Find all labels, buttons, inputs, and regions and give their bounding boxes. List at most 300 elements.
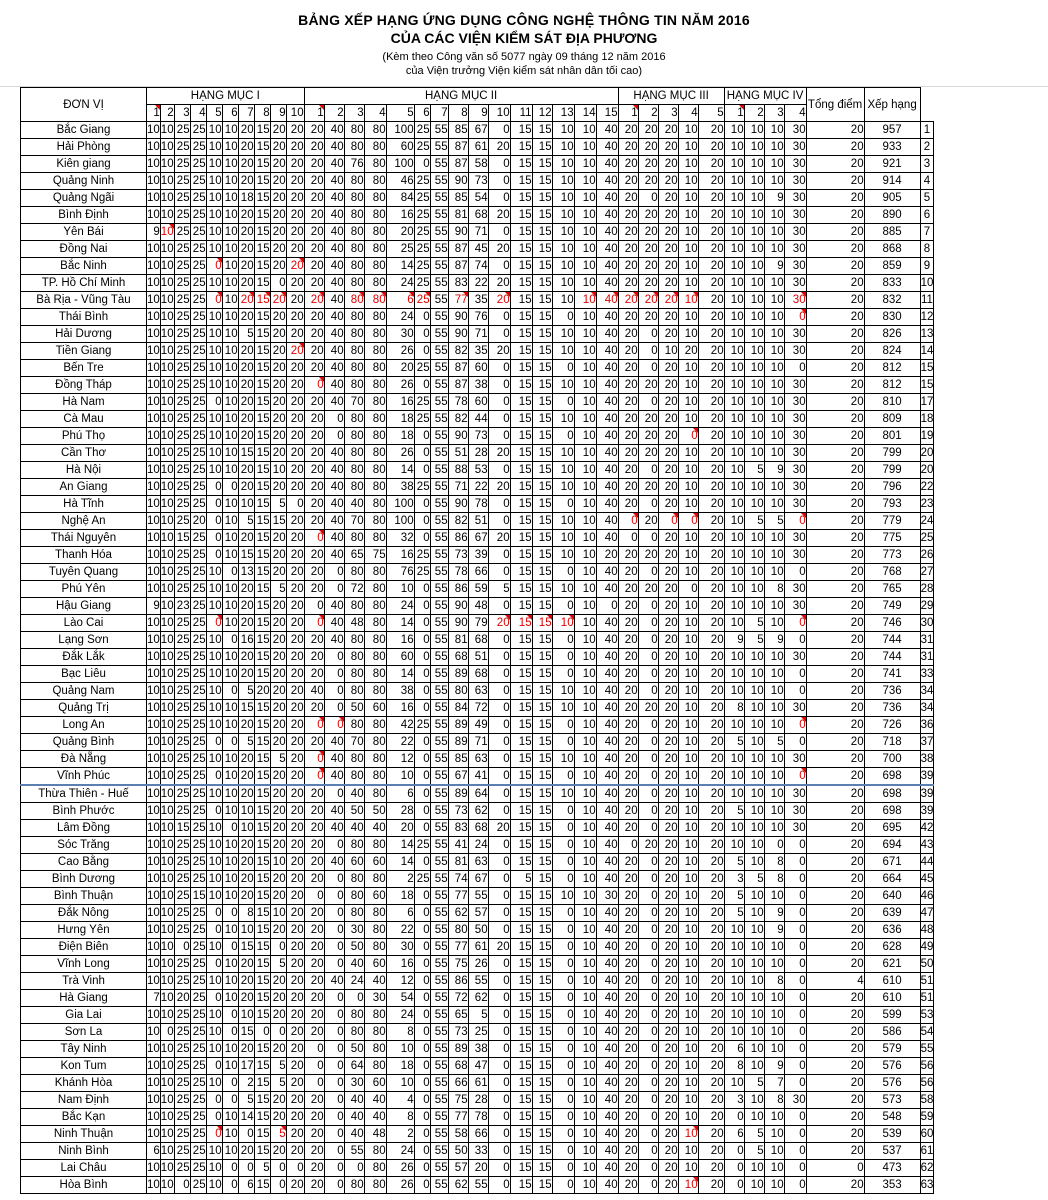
score-cell: 20 bbox=[286, 547, 304, 564]
score-cell: 0 bbox=[552, 1126, 574, 1143]
score-cell: 20 bbox=[806, 1075, 864, 1092]
score-cell: 40 bbox=[596, 1024, 618, 1041]
score-cell: 5 bbox=[270, 496, 286, 513]
score-cell: 15 bbox=[510, 411, 532, 428]
score-cell: 6 bbox=[724, 1041, 744, 1058]
subcolumn-header: 3 bbox=[658, 105, 678, 122]
score-cell: 41 bbox=[468, 768, 488, 786]
score-cell: 25 bbox=[174, 445, 190, 462]
score-cell: 30 bbox=[784, 785, 806, 803]
score-cell: 80 bbox=[364, 479, 386, 496]
score-cell: 20 bbox=[806, 751, 864, 768]
score-cell: 20 bbox=[304, 973, 324, 990]
score-cell: 40 bbox=[596, 564, 618, 581]
score-cell: 25 bbox=[190, 122, 206, 139]
score-cell: 15 bbox=[254, 309, 270, 326]
score-cell: 10 bbox=[222, 785, 238, 803]
score-cell: 51 bbox=[448, 445, 468, 462]
score-cell: 40 bbox=[596, 922, 618, 939]
score-cell: 20 bbox=[658, 1126, 678, 1143]
score-cell: 26 bbox=[386, 1160, 414, 1177]
score-cell: 80 bbox=[344, 632, 364, 649]
score-cell: 20 bbox=[806, 513, 864, 530]
score-cell: 0 bbox=[414, 1007, 430, 1024]
score-cell: 5 bbox=[238, 513, 254, 530]
score-cell: 20 bbox=[618, 1041, 638, 1058]
score-cell: 71 bbox=[468, 326, 488, 343]
score-cell: 80 bbox=[364, 905, 386, 922]
score-cell: 10 bbox=[678, 564, 698, 581]
score-cell: 25 bbox=[174, 1143, 190, 1160]
score-cell: 0 bbox=[324, 837, 344, 854]
score-cell: 10 bbox=[160, 1007, 174, 1024]
score-cell: 20 bbox=[286, 632, 304, 649]
score-cell: 20 bbox=[658, 122, 678, 139]
score-cell: 25 bbox=[174, 683, 190, 700]
score-cell: 20 bbox=[698, 360, 724, 377]
score-cell: 15 bbox=[254, 479, 270, 496]
score-cell: 0 bbox=[324, 564, 344, 581]
score-cell: 0 bbox=[638, 854, 658, 871]
score-cell: 20 bbox=[304, 241, 324, 258]
score-cell: 10 bbox=[552, 462, 574, 479]
score-cell: 20 bbox=[270, 530, 286, 547]
score-cell: 0 bbox=[206, 734, 222, 751]
score-cell: 24 bbox=[386, 1143, 414, 1160]
score-cell: 10 bbox=[744, 700, 764, 717]
score-cell: 18 bbox=[386, 888, 414, 905]
score-cell: 10 bbox=[744, 411, 764, 428]
score-cell: 20 bbox=[658, 1024, 678, 1041]
score-cell: 0 bbox=[488, 394, 510, 411]
score-cell: 0 bbox=[784, 683, 806, 700]
score-cell: 0 bbox=[552, 956, 574, 973]
score-cell: 55 bbox=[430, 360, 448, 377]
rank-value: 29 bbox=[920, 598, 934, 615]
score-cell: 20 bbox=[304, 1126, 324, 1143]
score-cell: 50 bbox=[344, 803, 364, 820]
score-cell: 15 bbox=[510, 1075, 532, 1092]
score-cell: 20 bbox=[698, 717, 724, 734]
score-cell: 55 bbox=[430, 1109, 448, 1126]
table-row bbox=[21, 820, 934, 837]
score-cell: 0 bbox=[488, 1058, 510, 1075]
score-cell: 0 bbox=[324, 785, 344, 803]
score-cell: 40 bbox=[324, 224, 344, 241]
score-cell: 80 bbox=[344, 343, 364, 360]
score-cell: 10 bbox=[147, 411, 161, 428]
score-cell: 25 bbox=[190, 803, 206, 820]
score-cell: 10 bbox=[724, 139, 744, 156]
score-cell: 10 bbox=[764, 343, 784, 360]
score-cell: 25 bbox=[190, 717, 206, 734]
score-cell: 80 bbox=[364, 139, 386, 156]
score-cell: 55 bbox=[430, 1160, 448, 1177]
score-cell: 10 bbox=[206, 1007, 222, 1024]
score-cell: 20 bbox=[286, 139, 304, 156]
score-cell: 60 bbox=[364, 1075, 386, 1092]
score-cell: 79 bbox=[468, 615, 488, 632]
score-cell: 76 bbox=[386, 564, 414, 581]
score-cell: 25 bbox=[386, 241, 414, 258]
score-cell: 80 bbox=[344, 649, 364, 666]
score-cell: 40 bbox=[596, 905, 618, 922]
score-cell: 20 bbox=[638, 139, 658, 156]
score-cell: 25 bbox=[174, 156, 190, 173]
score-cell: 10 bbox=[222, 598, 238, 615]
score-cell: 25 bbox=[190, 496, 206, 513]
score-cell: 15 bbox=[532, 156, 552, 173]
score-cell: 20 bbox=[618, 1126, 638, 1143]
score-cell: 0 bbox=[414, 820, 430, 837]
score-cell: 15 bbox=[510, 241, 532, 258]
rank-value: 60 bbox=[920, 1126, 934, 1143]
score-cell: 10 bbox=[764, 820, 784, 837]
rank-value: 25 bbox=[920, 530, 934, 547]
score-cell: 20 bbox=[286, 224, 304, 241]
table-row bbox=[21, 666, 934, 683]
group-header-4: HẠNG MỤC IV bbox=[724, 88, 806, 105]
score-cell: 14 bbox=[238, 1109, 254, 1126]
score-cell: 20 bbox=[698, 241, 724, 258]
score-cell: 10 bbox=[552, 615, 574, 632]
score-cell: 20 bbox=[304, 1160, 324, 1177]
score-cell: 55 bbox=[430, 1126, 448, 1143]
score-cell: 20 bbox=[286, 343, 304, 360]
total-score: 890 bbox=[864, 207, 920, 224]
score-cell: 15 bbox=[510, 751, 532, 768]
table-row bbox=[21, 241, 934, 258]
score-cell: 35 bbox=[468, 292, 488, 309]
score-cell: 10 bbox=[764, 479, 784, 496]
score-cell: 80 bbox=[364, 292, 386, 309]
score-cell: 10 bbox=[160, 394, 174, 411]
score-cell: 10 bbox=[574, 1007, 596, 1024]
score-cell: 10 bbox=[574, 939, 596, 956]
score-cell: 10 bbox=[574, 428, 596, 445]
table-row bbox=[21, 224, 934, 241]
score-cell: 0 bbox=[488, 1177, 510, 1194]
score-cell: 20 bbox=[286, 973, 304, 990]
score-cell: 20 bbox=[304, 803, 324, 820]
score-cell: 20 bbox=[806, 496, 864, 513]
score-cell: 0 bbox=[784, 1007, 806, 1024]
score-cell: 10 bbox=[764, 309, 784, 326]
score-cell: 20 bbox=[286, 888, 304, 905]
score-cell: 10 bbox=[160, 939, 174, 956]
score-cell: 10 bbox=[147, 1058, 161, 1075]
score-cell: 40 bbox=[324, 547, 344, 564]
unit-name: Đà Nẵng bbox=[21, 751, 147, 768]
score-cell: 10 bbox=[574, 820, 596, 837]
score-cell: 5 bbox=[744, 615, 764, 632]
score-cell: 0 bbox=[206, 803, 222, 820]
table-row bbox=[21, 717, 934, 734]
score-cell: 10 bbox=[574, 1143, 596, 1160]
score-cell: 0 bbox=[414, 496, 430, 513]
score-cell: 55 bbox=[430, 854, 448, 871]
score-cell: 20 bbox=[698, 871, 724, 888]
score-cell: 10 bbox=[552, 190, 574, 207]
score-cell: 25 bbox=[190, 956, 206, 973]
score-cell: 0 bbox=[488, 871, 510, 888]
score-cell: 15 bbox=[254, 1075, 270, 1092]
score-cell: 20 bbox=[286, 734, 304, 751]
rank-value: 49 bbox=[920, 939, 934, 956]
score-cell: 20 bbox=[238, 411, 254, 428]
unit-name: Quảng Ninh bbox=[21, 173, 147, 190]
table-row bbox=[21, 1177, 934, 1194]
score-cell: 15 bbox=[254, 666, 270, 683]
score-cell: 40 bbox=[324, 530, 344, 547]
score-cell: 20 bbox=[806, 939, 864, 956]
score-cell: 0 bbox=[324, 428, 344, 445]
score-cell: 10 bbox=[147, 649, 161, 666]
score-cell: 20 bbox=[806, 275, 864, 292]
score-cell: 5 bbox=[254, 1160, 270, 1177]
score-cell: 20 bbox=[238, 394, 254, 411]
score-cell: 0 bbox=[222, 1177, 238, 1194]
score-cell: 10 bbox=[724, 428, 744, 445]
score-cell: 15 bbox=[510, 1092, 532, 1109]
score-cell: 20 bbox=[658, 683, 678, 700]
score-cell: 55 bbox=[430, 956, 448, 973]
score-cell: 0 bbox=[488, 1143, 510, 1160]
score-cell: 80 bbox=[344, 224, 364, 241]
score-cell: 20 bbox=[286, 394, 304, 411]
score-cell: 25 bbox=[174, 326, 190, 343]
score-cell: 20 bbox=[806, 258, 864, 275]
total-score: 809 bbox=[864, 411, 920, 428]
score-cell: 25 bbox=[174, 615, 190, 632]
total-score: 664 bbox=[864, 871, 920, 888]
score-cell: 10 bbox=[574, 905, 596, 922]
score-cell: 10 bbox=[206, 139, 222, 156]
score-cell: 8 bbox=[764, 581, 784, 598]
score-cell: 8 bbox=[764, 871, 784, 888]
table-row bbox=[21, 734, 934, 751]
score-cell: 30 bbox=[784, 241, 806, 258]
score-cell: 40 bbox=[596, 479, 618, 496]
score-cell: 20 bbox=[638, 411, 658, 428]
unit-name: Đồng Tháp bbox=[21, 377, 147, 394]
score-cell: 20 bbox=[806, 666, 864, 683]
score-cell: 61 bbox=[468, 139, 488, 156]
score-cell: 8 bbox=[764, 973, 784, 990]
score-cell: 40 bbox=[324, 292, 344, 309]
score-cell: 0 bbox=[488, 309, 510, 326]
score-cell: 25 bbox=[414, 241, 430, 258]
score-cell: 10 bbox=[744, 173, 764, 190]
score-cell: 0 bbox=[552, 854, 574, 871]
score-cell: 20 bbox=[238, 1041, 254, 1058]
score-cell: 0 bbox=[638, 360, 658, 377]
score-cell: 25 bbox=[414, 122, 430, 139]
score-cell: 20 bbox=[806, 990, 864, 1007]
score-cell: 25 bbox=[174, 309, 190, 326]
unit-name: Kiên giang bbox=[21, 156, 147, 173]
score-cell: 30 bbox=[784, 496, 806, 513]
score-cell: 10 bbox=[222, 871, 238, 888]
score-cell: 30 bbox=[784, 411, 806, 428]
score-cell: 10 bbox=[574, 700, 596, 717]
score-cell: 10 bbox=[744, 139, 764, 156]
score-cell: 25 bbox=[190, 1143, 206, 1160]
unit-name: Bình Dương bbox=[21, 871, 147, 888]
score-cell: 10 bbox=[574, 241, 596, 258]
score-cell: 30 bbox=[784, 598, 806, 615]
score-cell: 15 bbox=[532, 292, 552, 309]
score-cell: 10 bbox=[574, 1092, 596, 1109]
score-cell: 15 bbox=[532, 973, 552, 990]
score-cell: 10 bbox=[222, 292, 238, 309]
score-cell: 10 bbox=[147, 445, 161, 462]
score-cell: 55 bbox=[430, 785, 448, 803]
score-cell: 20 bbox=[658, 275, 678, 292]
score-cell: 10 bbox=[206, 377, 222, 394]
score-cell: 10 bbox=[147, 734, 161, 751]
score-cell: 10 bbox=[764, 496, 784, 513]
score-cell: 0 bbox=[638, 1075, 658, 1092]
score-cell: 15 bbox=[532, 581, 552, 598]
score-cell: 5 bbox=[270, 751, 286, 768]
score-cell: 15 bbox=[532, 496, 552, 513]
total-score: 744 bbox=[864, 649, 920, 666]
rank-value: 4 bbox=[920, 173, 934, 190]
score-cell: 73 bbox=[448, 803, 468, 820]
score-cell: 10 bbox=[744, 190, 764, 207]
score-cell: 63 bbox=[468, 854, 488, 871]
table-row bbox=[21, 309, 934, 326]
unit-name: Lào Cai bbox=[21, 615, 147, 632]
score-cell: 10 bbox=[724, 445, 744, 462]
score-cell: 0 bbox=[488, 666, 510, 683]
score-cell: 10 bbox=[222, 173, 238, 190]
score-cell: 0 bbox=[488, 496, 510, 513]
score-cell: 0 bbox=[488, 258, 510, 275]
score-cell: 20 bbox=[386, 360, 414, 377]
score-cell: 20 bbox=[698, 837, 724, 854]
score-cell: 20 bbox=[270, 871, 286, 888]
score-cell: 10 bbox=[206, 360, 222, 377]
score-cell: 20 bbox=[270, 224, 286, 241]
score-cell: 10 bbox=[744, 939, 764, 956]
score-cell: 15 bbox=[532, 139, 552, 156]
score-cell: 0 bbox=[324, 700, 344, 717]
score-cell: 25 bbox=[190, 666, 206, 683]
score-cell: 10 bbox=[552, 581, 574, 598]
total-score: 736 bbox=[864, 700, 920, 717]
rank-value: 23 bbox=[920, 496, 934, 513]
score-cell: 20 bbox=[658, 615, 678, 632]
score-cell: 10 bbox=[744, 394, 764, 411]
score-cell: 15 bbox=[510, 326, 532, 343]
score-cell: 20 bbox=[304, 871, 324, 888]
table-row bbox=[21, 394, 934, 411]
score-cell: 25 bbox=[190, 700, 206, 717]
score-cell: 20 bbox=[698, 1126, 724, 1143]
score-cell: 20 bbox=[698, 207, 724, 224]
total-score: 586 bbox=[864, 1024, 920, 1041]
score-cell: 25 bbox=[414, 411, 430, 428]
score-cell: 20 bbox=[618, 547, 638, 564]
score-cell: 80 bbox=[344, 275, 364, 292]
score-cell: 10 bbox=[678, 377, 698, 394]
unit-name: Bình Phước bbox=[21, 803, 147, 820]
score-cell: 20 bbox=[286, 1024, 304, 1041]
score-cell: 10 bbox=[147, 173, 161, 190]
score-cell: 10 bbox=[160, 564, 174, 581]
score-cell: 25 bbox=[174, 241, 190, 258]
score-cell: 80 bbox=[364, 258, 386, 275]
score-cell: 10 bbox=[160, 785, 174, 803]
score-cell: 40 bbox=[324, 768, 344, 786]
score-cell: 10 bbox=[160, 1109, 174, 1126]
score-cell: 10 bbox=[574, 343, 596, 360]
score-cell: 15 bbox=[532, 871, 552, 888]
score-cell: 30 bbox=[784, 649, 806, 666]
score-cell: 20 bbox=[270, 717, 286, 734]
score-cell: 15 bbox=[532, 768, 552, 786]
score-cell: 20 bbox=[658, 241, 678, 258]
score-cell: 40 bbox=[324, 394, 344, 411]
score-cell: 80 bbox=[344, 751, 364, 768]
score-cell: 0 bbox=[552, 1143, 574, 1160]
score-cell: 59 bbox=[468, 581, 488, 598]
score-cell: 30 bbox=[386, 326, 414, 343]
rank-value: 22 bbox=[920, 479, 934, 496]
score-cell: 10 bbox=[238, 922, 254, 939]
score-cell: 10 bbox=[744, 309, 764, 326]
score-cell: 55 bbox=[430, 445, 448, 462]
score-cell: 0 bbox=[638, 785, 658, 803]
score-cell: 10 bbox=[744, 496, 764, 513]
score-cell: 10 bbox=[160, 1126, 174, 1143]
score-cell: 20 bbox=[618, 649, 638, 666]
score-cell: 15 bbox=[532, 751, 552, 768]
table-row bbox=[21, 871, 934, 888]
rank-value: 30 bbox=[920, 615, 934, 632]
score-cell: 8 bbox=[724, 700, 744, 717]
score-cell: 20 bbox=[286, 922, 304, 939]
score-cell: 0 bbox=[552, 428, 574, 445]
table-row bbox=[21, 445, 934, 462]
score-cell: 20 bbox=[270, 598, 286, 615]
score-cell: 40 bbox=[596, 751, 618, 768]
score-cell: 0 bbox=[552, 768, 574, 786]
score-cell: 10 bbox=[574, 717, 596, 734]
score-cell: 10 bbox=[724, 241, 744, 258]
score-cell: 20 bbox=[806, 905, 864, 922]
rank-value: 37 bbox=[920, 734, 934, 751]
rank-value: 61 bbox=[920, 1143, 934, 1160]
score-cell: 10 bbox=[678, 768, 698, 786]
table-row bbox=[21, 326, 934, 343]
score-cell: 10 bbox=[222, 751, 238, 768]
score-cell: 20 bbox=[658, 1109, 678, 1126]
score-cell: 0 bbox=[488, 156, 510, 173]
score-cell: 0 bbox=[324, 939, 344, 956]
score-cell: 73 bbox=[448, 547, 468, 564]
score-cell: 20 bbox=[304, 224, 324, 241]
score-cell: 0 bbox=[638, 1092, 658, 1109]
score-cell: 2 bbox=[238, 1075, 254, 1092]
score-cell: 20 bbox=[806, 632, 864, 649]
score-cell: 74 bbox=[468, 258, 488, 275]
score-cell: 10 bbox=[160, 224, 174, 241]
score-cell: 25 bbox=[174, 768, 190, 786]
subcolumn-header: 4 bbox=[784, 105, 806, 122]
